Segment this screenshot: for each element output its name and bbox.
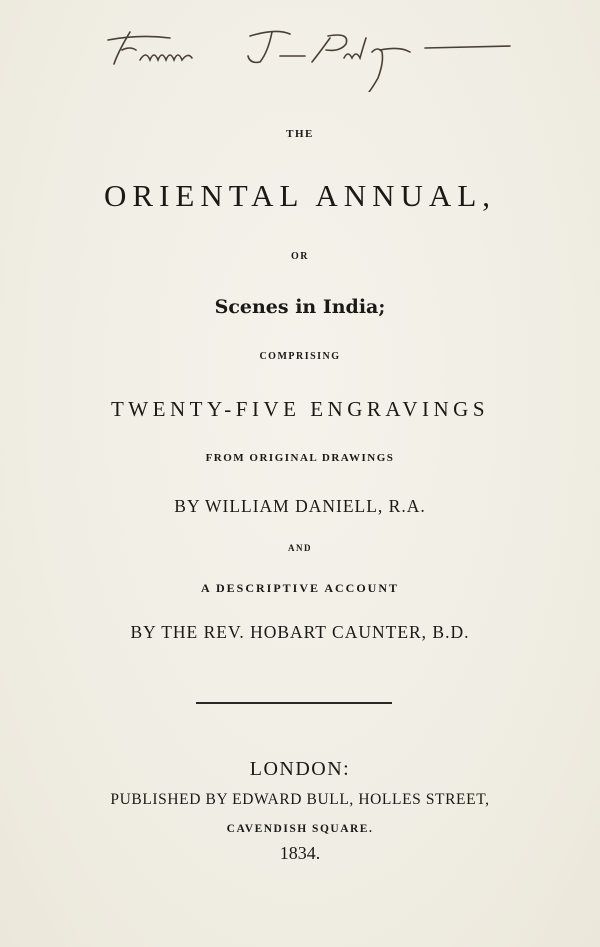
place-line: LONDON: — [249, 758, 351, 780]
descriptive-line: A DESCRIPTIVE ACCOUNT — [200, 581, 400, 595]
subtitle: Scenes in India; — [214, 296, 386, 318]
text-comprising: COMPRISING — [259, 351, 341, 362]
divider-rule — [196, 702, 392, 704]
engravings-line: TWENTY-FIVE ENGRAVINGS — [110, 397, 489, 421]
text-or: OR — [291, 251, 309, 262]
text-the: THE — [286, 128, 314, 140]
text-and: AND — [288, 543, 312, 553]
artist-line: BY WILLIAM DANIELL, R.A. — [174, 496, 426, 516]
from-drawings-line: FROM ORIGINAL DRAWINGS — [205, 452, 395, 464]
author-line: BY THE REV. HOBART CAUNTER, B.D. — [130, 622, 470, 642]
main-title: ORIENTAL ANNUAL, — [104, 178, 496, 213]
handwritten-signature — [100, 22, 520, 92]
publisher-line: PUBLISHED BY EDWARD BULL, HOLLES STREET, — [110, 791, 490, 808]
year-line: 1834. — [279, 843, 321, 863]
address-line: CAVENDISH SQUARE. — [226, 823, 374, 835]
